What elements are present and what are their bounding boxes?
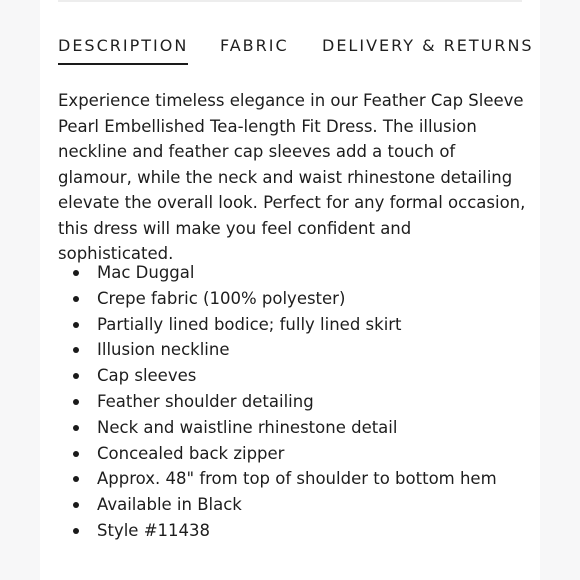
bullet-icon — [73, 270, 79, 276]
bullet-icon — [73, 528, 79, 534]
bullet-icon — [73, 502, 79, 508]
feature-item — [58, 337, 518, 363]
feature-item — [58, 389, 518, 415]
feature-item — [58, 415, 518, 441]
bullet-icon — [73, 296, 79, 302]
feature-item — [58, 312, 518, 338]
feature-text: Approx. 48" from top of shoulder to bottom hem — [97, 469, 497, 489]
feature-list — [58, 260, 518, 544]
feature-text: Style #11438 — [97, 520, 211, 540]
bullet-icon — [73, 476, 79, 482]
bullet-icon — [73, 347, 79, 353]
bullet-icon — [73, 425, 79, 431]
feature-item — [58, 492, 518, 518]
tab-bar — [58, 36, 534, 66]
feature-text: Available in Black — [97, 495, 242, 515]
tab-fabric[interactable]: FABRIC — [220, 36, 289, 55]
feature-text: Crepe fabric (100% polyester) — [97, 288, 346, 308]
feature-text: Illusion neckline — [97, 340, 230, 360]
feature-item — [58, 286, 518, 312]
feature-text: Neck and waistline rhinestone detail — [97, 417, 398, 437]
tab-delivery-returns[interactable]: DELIVERY & RETURNS — [322, 36, 534, 55]
feature-item — [58, 466, 518, 492]
product-description: Experience timeless elegance in our Feather Cap Sleeve Pearl Embellished Tea-length Fit Dress. The illusion neckline and feather cap sleeves add a touch of glamour, while the neck and waist rhinestone detailing elevate the overall look. Perfect for any formal occasion, this dress will make you feel confident and sophisticated. — [58, 91, 526, 263]
bullet-icon — [73, 399, 79, 405]
feature-item — [58, 363, 518, 389]
feature-text: Feather shoulder detailing — [97, 391, 314, 411]
divider — [58, 0, 522, 2]
bullet-icon — [73, 451, 79, 457]
product-details-card — [40, 0, 540, 580]
bullet-icon — [73, 322, 79, 328]
feature-text: Partially lined bodice; fully lined skirt — [97, 314, 402, 334]
feature-text: Mac Duggal — [97, 263, 195, 282]
feature-text: Cap sleeves — [97, 366, 197, 386]
feature-item — [58, 518, 518, 544]
bullet-icon — [73, 373, 79, 379]
feature-item — [58, 260, 518, 286]
feature-item — [58, 441, 518, 467]
tab-description[interactable]: DESCRIPTION — [58, 36, 189, 55]
feature-text: Concealed back zipper — [97, 443, 285, 463]
